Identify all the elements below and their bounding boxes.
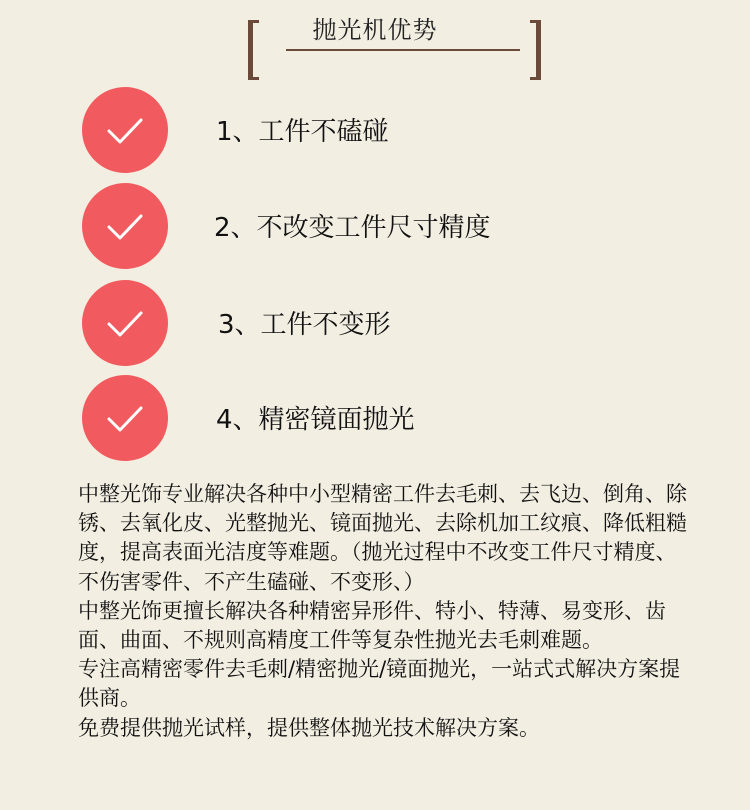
description-paragraph: 免费提供抛光试样，提供整体抛光技术解决方案。 (78, 715, 540, 740)
check-icon (82, 183, 168, 269)
description-paragraph: 中整光饰专业解决各种中小型精密工件去毛刺、去飞边、倒角、除锈、去氧化皮、光整抛光、镜面抛光、去除机加工纹痕、降低粗糙度，提高表面光洁度等难题。（抛光过程中不改变工件尺寸精度、不伤害零件、不产生磕碰、不变形、） (78, 482, 687, 594)
check-icon (82, 87, 168, 173)
check-icon (82, 280, 168, 366)
section-title: 抛光机优势 (312, 16, 438, 44)
description-paragraph: 中整光饰更擅长解决各种精密异形件、特小、特薄、易变形、齿面、曲面、不规则高精度工件等复杂性抛光去毛刺难题。 (78, 598, 666, 653)
section-header (0, 0, 750, 95)
description-paragraph: 专注高精密零件去毛刺/精密抛光/镜面抛光，一站式式解决方案提供商。 (78, 657, 681, 711)
advantage-item-3 (0, 280, 750, 370)
advantage-item-2 (0, 183, 750, 273)
advantage-item-1 (0, 87, 750, 177)
description-block (78, 480, 688, 743)
right-bracket-decoration (530, 20, 541, 80)
advantage-label: 3、工件不变形 (218, 310, 391, 340)
advantage-item-4 (0, 375, 750, 465)
advantage-label: 1、工件不磕碰 (216, 117, 389, 147)
title-underline (286, 49, 520, 51)
advantage-label: 4、精密镜面抛光 (216, 405, 415, 435)
advantage-label: 2、不改变工件尺寸精度 (214, 213, 491, 243)
check-icon (82, 375, 168, 461)
